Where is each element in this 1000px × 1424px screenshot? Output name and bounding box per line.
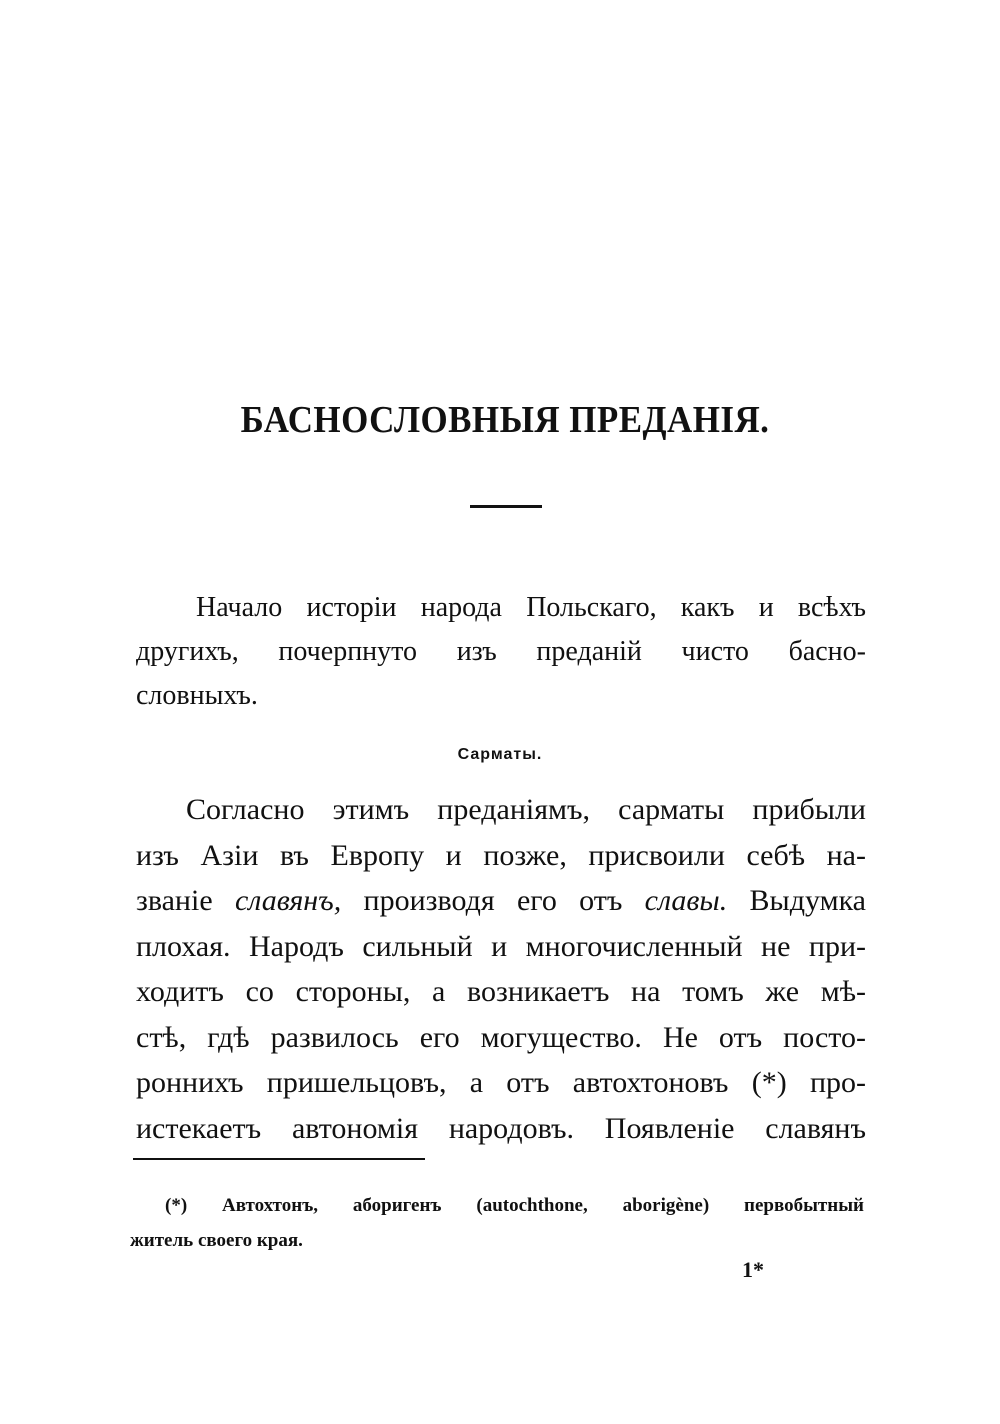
body-line-7: роннихъ пришельцовъ, а отъ автохтоновъ (*) про- (136, 1066, 866, 1099)
footnote (130, 1188, 864, 1258)
intro-paragraph (136, 586, 866, 718)
intro-line-3: словныхъ. (136, 680, 258, 711)
chapter-title: БАСНОСЛОВНЫЯ ПРЕДАНІЯ. (240, 399, 770, 441)
body-line-3-part: производя его отъ (341, 884, 645, 917)
body-line-3-part: званіе (136, 884, 235, 917)
body-paragraph (136, 787, 866, 1151)
body-line-5: ходитъ со стороны, а возникаетъ на томъ же мѣ- (136, 975, 866, 1008)
italic-term-slavy: славы. (644, 884, 728, 917)
title-divider (470, 505, 542, 508)
section-subheading: Сарматы. (457, 746, 543, 763)
body-line-8: истекаетъ автономія народовъ. Появленіе славянъ (136, 1111, 866, 1145)
footnote-line-1: (*) Автохтонъ, аборигенъ (autochthone, aborigène) первобытный (165, 1195, 864, 1216)
body-line-2: изъ Азіи въ Европу и позже, присвоили себѣ на- (136, 838, 866, 872)
body-line-4: плохая. Народъ сильный и многочисленный не при- (136, 929, 866, 963)
body-line-3-part: Выдумка (727, 884, 866, 917)
footnote-line-2: житель своего края. (130, 1230, 303, 1251)
italic-term-slavyan: славянъ, (234, 884, 342, 917)
body-line-3 (136, 878, 866, 924)
page-number: 1* (742, 1257, 764, 1282)
intro-line-2: другихъ, почерпнуто изъ преданій чисто басно- (136, 636, 866, 667)
body-line-6: стѣ, гдѣ развилось его могущество. Не отъ посто- (136, 1020, 866, 1054)
intro-line-1: Начало исторіи народа Польскаго, какъ и всѣхъ (196, 592, 866, 623)
footnote-divider (133, 1158, 425, 1160)
body-line-1: Согласно этимъ преданіямъ, сарматы прибыли (186, 793, 866, 826)
